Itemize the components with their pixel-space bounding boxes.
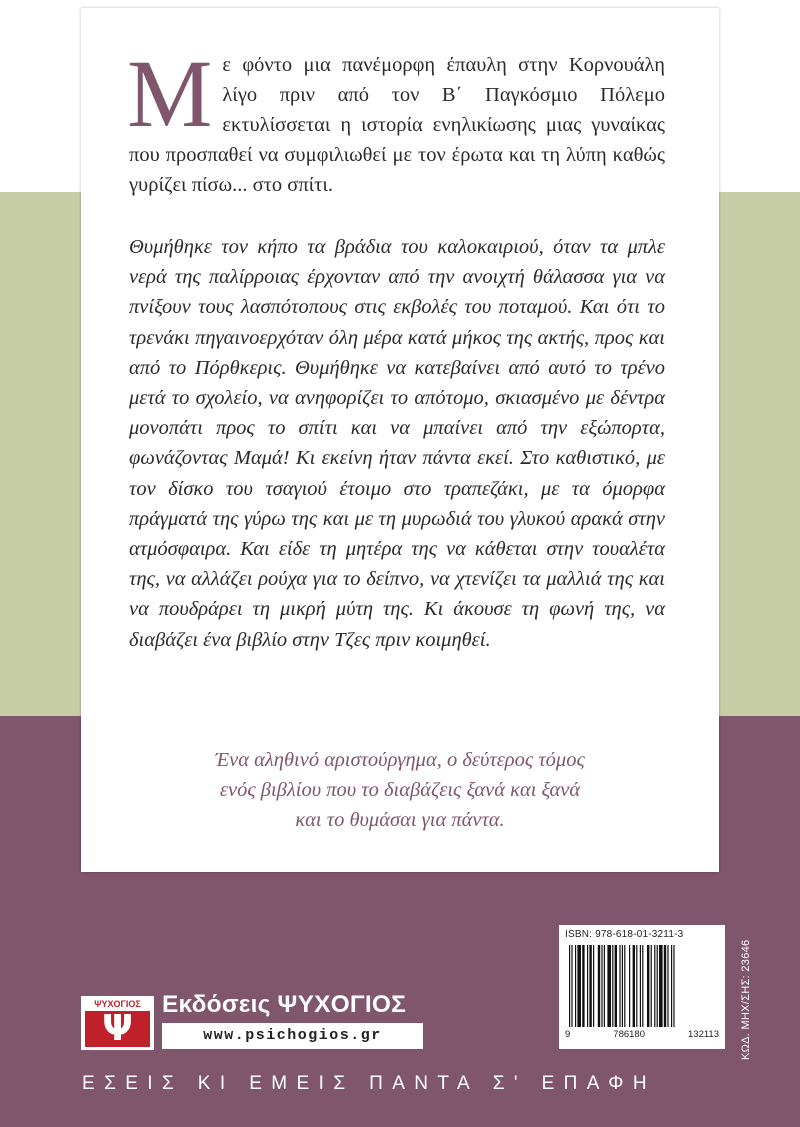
barcode-bar [629, 945, 630, 1027]
intro-text: ε φόντο μια πανέμορφη έπαυλη στην Κορνουάλη λίγο πριν από τον Β΄ Παγκόσμιο Πόλεμο εκτυλίσσεται η ιστορία ενηλικίωσης μιας γυναίκας που προσπαθεί να συμφιλιωθεί με τον έρωτα και τη λύπη καθώς γυρίζει πίσω... στο σπίτι. [129, 54, 665, 196]
publisher-url[interactable]: www.psichogios.gr [203, 1027, 382, 1044]
barcode-block [559, 925, 725, 1049]
publisher-name: Εκδόσεις ΨΥΧΟΓΙΟΣ [162, 991, 407, 1018]
barcode-bar [569, 945, 570, 1027]
barcode-bar [587, 945, 588, 1027]
barcode-digit-group-1: 786180 [613, 1029, 645, 1040]
barcode-bar [647, 945, 649, 1027]
barcode-bar [589, 945, 591, 1027]
product-code: ΚΩΔ. ΜΗΧ/ΣΗΣ: 23646 [740, 939, 752, 1060]
excerpt-paragraph: Θυμήθηκε τον κήπο τα βράδια του καλοκαιριού, όταν τα μπλε νερά της παλίρροιας έρχονταν από την ανοιχτή θάλασσα για να πνίξουν τους λασπότοπους στις εκβολές του ποταμού. Και ότι το τρενάκι πηγαινοερχόταν όλη μέρα κατά μήκος της ακτής, προς και από το Πόρθκερις. Θυμήθηκε να κατεβαίνει από αυτό το τρένο μετά το σχολείο, να ανηφορίζει το απότομο, σκιασμένο με δέντρα μονοπάτι προς το σπίτι και να μπαίνει από την εξώπορτα, φωνάζοντας Μαμά! Κι εκείνη ήταν πάντα εκεί. Στο καθιστικό, με τον δίσκο του τσαγιού έτοιμο στο τραπεζάκι, με τα όμορφα πράγματά της γύρω της και με τη μυρωδιά του γλυκού αρακά στην ατμόσφαιρα. Και είδε τη μητέρα της να κάθεται στην τουαλέτα της, να αλλάζει ρούχα για το δείπνο, να χτενίζει τα μαλλιά της και να πουδράρει τη μικρή μύτη της. Κι άκουσε τη φωνή της, να διαβάζει ένα βιβλίο στην Τζες πριν κοιμηθεί. [129, 236, 665, 651]
barcode-bar [624, 945, 625, 1027]
barcode-digit-lead: 9 [565, 1029, 571, 1040]
publisher-logo [81, 996, 154, 1050]
barcode-bar [601, 945, 602, 1027]
barcode-bar [640, 945, 641, 1027]
barcode-bar [664, 945, 666, 1027]
barcode-bar [604, 945, 605, 1027]
barcode-bar [577, 945, 581, 1027]
barcode-bar [612, 945, 613, 1027]
barcode-bar [642, 945, 643, 1027]
barcode-bar [622, 945, 623, 1027]
quote-line-1: Ένα αληθινό αριστούργημα, ο δεύτερος τόμος [215, 749, 585, 771]
quote-line-3: και το θυμάσαι για πάντα. [295, 809, 505, 831]
barcode-bar [607, 945, 611, 1027]
barcode-bar [575, 945, 576, 1027]
barcode-bar [598, 945, 600, 1027]
text-panel [81, 8, 719, 872]
barcode-bar [651, 945, 652, 1027]
barcode-bar [671, 945, 672, 1027]
logo-label: ΨΥΧΟΓΙΟΣ [94, 999, 141, 1009]
barcode-digits [561, 1029, 723, 1040]
logo-red-block [85, 1008, 150, 1049]
drop-cap: Μ [127, 40, 213, 147]
barcode-bar [571, 945, 572, 1027]
isbn-label: ISBN: 978-618-01-3211-3 [565, 929, 684, 940]
barcode-bar [619, 945, 620, 1027]
barcode-bar [582, 945, 584, 1027]
barcode-bar [654, 945, 655, 1027]
barcode-bar [593, 945, 594, 1027]
barcode-icon [569, 945, 715, 1029]
praise-quote [121, 745, 679, 835]
publisher-slogan: ΕΣΕΙΣ ΚΙ ΕΜΕΙΣ ΠΑΝΤΑ Σ' ΕΠΑΦΗ [82, 1073, 656, 1094]
psi-icon: Ψ [102, 1008, 133, 1049]
barcode-bar [659, 945, 663, 1027]
barcode-bar [667, 945, 668, 1027]
quote-line-2: ενός βιβλίου που το διαβάζεις ξανά και ξανά [219, 779, 581, 801]
barcode-digit-group-2: 132113 [688, 1029, 719, 1040]
barcode-bar [636, 945, 637, 1027]
intro-paragraph [127, 40, 665, 200]
barcode-bar [657, 945, 658, 1027]
barcode-bar [615, 945, 617, 1027]
barcode-bar [633, 945, 635, 1027]
barcode-bar [673, 945, 674, 1027]
publisher-url-box [162, 1023, 423, 1049]
